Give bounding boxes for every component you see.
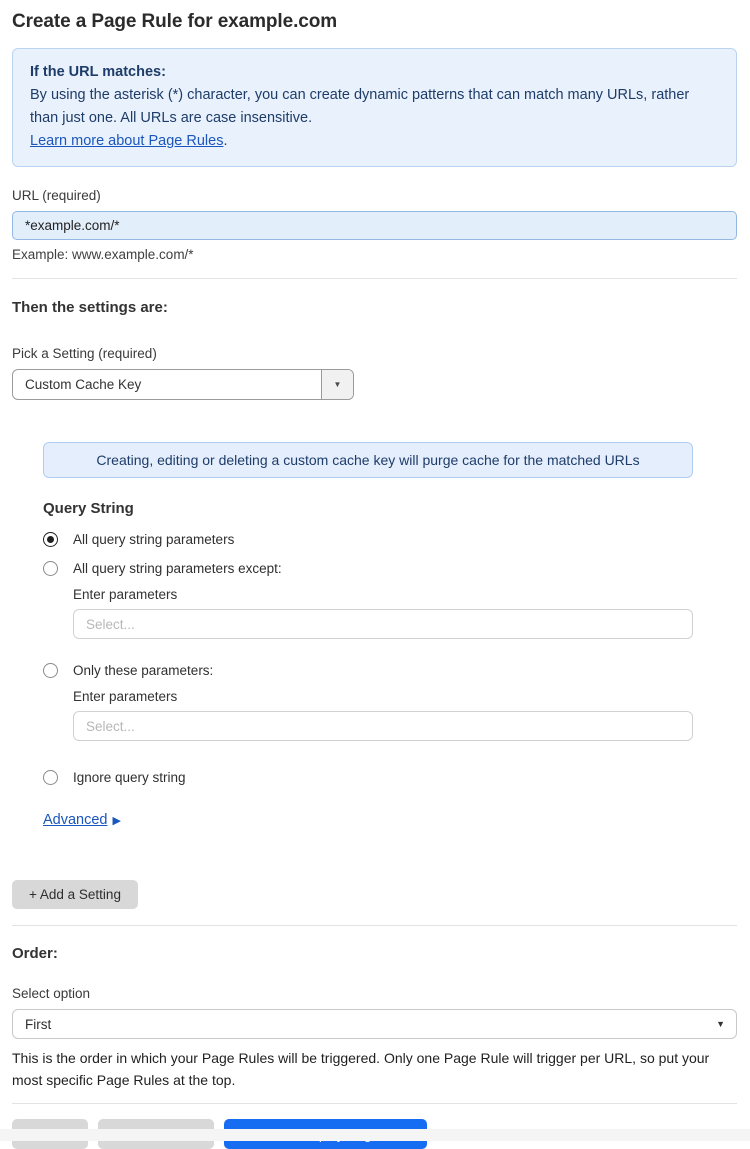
pick-setting-label: Pick a Setting (required): [12, 346, 157, 361]
radio-only-these-params[interactable]: [43, 663, 737, 678]
radio-label: Ignore query string: [73, 770, 186, 785]
page-title: Create a Page Rule for example.com: [12, 11, 338, 32]
enter-parameters-label: Enter parameters: [73, 587, 178, 602]
purge-cache-notice: Creating, editing or deleting a custom cache key will purge cache for the matched URLs: [43, 442, 693, 478]
radio-ignore-query-string[interactable]: [43, 770, 737, 785]
setting-select-dropdown[interactable]: [12, 369, 354, 400]
divider: [12, 278, 737, 279]
radio-button-icon[interactable]: [43, 561, 58, 576]
settings-section-heading: Then the settings are:: [12, 299, 168, 316]
order-select-dropdown[interactable]: [12, 1009, 737, 1039]
url-input[interactable]: [12, 211, 737, 240]
chevron-right-icon: ▶: [112, 814, 121, 827]
chevron-down-icon: ▼: [716, 1019, 725, 1029]
only-parameters-input[interactable]: [73, 711, 693, 741]
info-box-body-text: By using the asterisk (*) character, you can create dynamic patterns that can match many URLs, rather than just one. All URLs are case insensitive.: [30, 87, 690, 126]
radio-label: All query string parameters except:: [73, 561, 282, 576]
learn-more-link[interactable]: Learn more about Page Rules: [30, 133, 224, 149]
except-parameters-input[interactable]: [73, 609, 693, 639]
advanced-link[interactable]: Advanced: [43, 812, 108, 828]
chevron-down-icon: ▼: [333, 380, 342, 389]
radio-all-query-params[interactable]: [43, 532, 737, 547]
url-example-text: Example: www.example.com/*: [12, 247, 194, 262]
link-period: .: [223, 133, 228, 149]
setting-select-value: Custom Cache Key: [25, 377, 142, 392]
enter-parameters-label: Enter parameters: [73, 689, 178, 704]
radio-button-icon[interactable]: [43, 532, 58, 547]
page-rule-form: [0, 11, 750, 1149]
advanced-toggle[interactable]: [43, 812, 121, 828]
cache-key-settings-panel: [43, 442, 737, 829]
except-params-subfield: [73, 587, 737, 639]
order-help-text: This is the order in which your Page Rules will be triggered. Only one Page Rule will trigger per URL, so put your most specific Page Rules at the top.: [12, 1050, 710, 1088]
setting-select-caret-button[interactable]: [321, 370, 353, 399]
radio-button-icon[interactable]: [43, 770, 58, 785]
page-background-strip: [0, 1129, 750, 1141]
divider: [12, 1103, 737, 1104]
query-string-heading: Query String: [43, 500, 134, 517]
divider: [12, 925, 737, 926]
order-select-label: Select option: [12, 986, 91, 1001]
order-select-value: First: [25, 1016, 52, 1032]
info-box-heading: If the URL matches:: [30, 64, 166, 80]
add-setting-button[interactable]: + Add a Setting: [12, 880, 138, 909]
radio-all-params-except[interactable]: [43, 561, 737, 576]
order-heading: Order:: [12, 945, 58, 962]
url-match-info-box: [12, 48, 737, 167]
info-box-body: [30, 84, 719, 153]
radio-label: All query string parameters: [73, 532, 235, 547]
radio-label: Only these parameters:: [73, 663, 214, 678]
only-params-subfield: [73, 689, 737, 741]
radio-button-icon[interactable]: [43, 663, 58, 678]
url-field-label: URL (required): [12, 188, 101, 203]
